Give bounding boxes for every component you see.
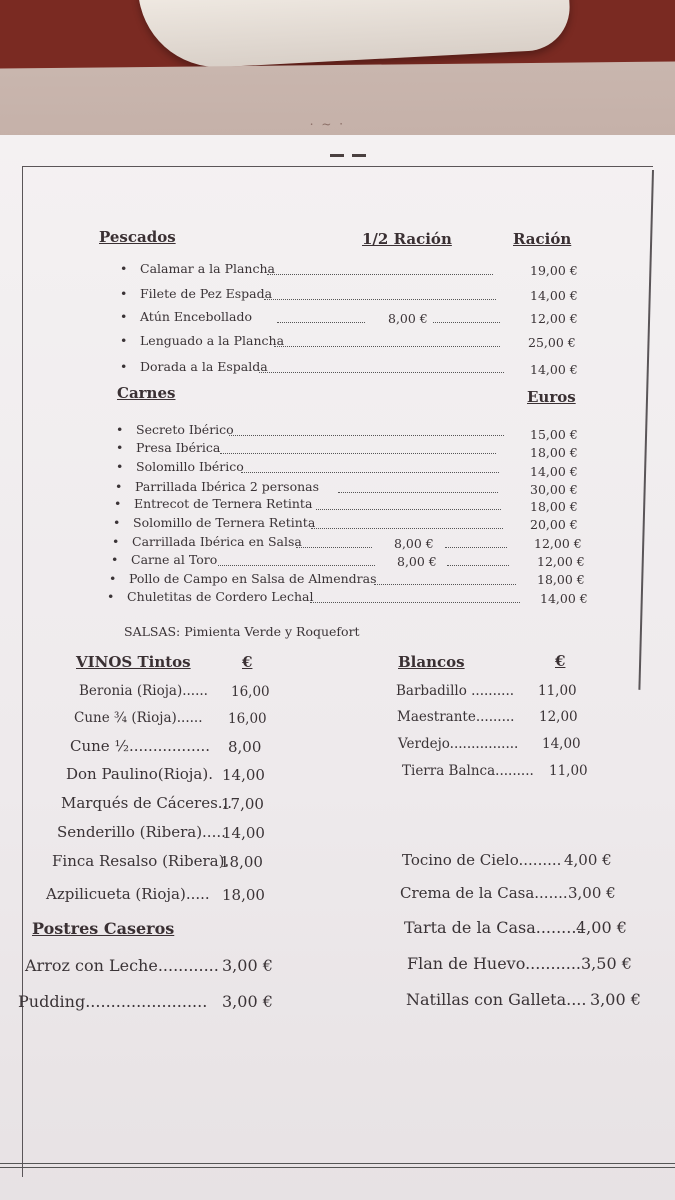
list-item: • Filete de Pez Espada [140, 286, 272, 301]
list-item: • Carrillada Ibérica en Salsa [132, 534, 302, 549]
item-price: 30,00 € [530, 482, 578, 497]
item-price: 14,00 € [530, 362, 578, 377]
list-item: • Parrillada Ibérica 2 personas [135, 479, 319, 494]
item-price: 12,00 € [534, 536, 582, 551]
list-item: • Calamar a la Plancha [140, 261, 275, 276]
leader-dots [316, 509, 501, 510]
wine-price: 14,00 [222, 766, 265, 784]
wine-price: 8,00 [228, 738, 262, 756]
dessert-price: 3,00 € [590, 990, 641, 1009]
item-price: 15,00 € [530, 427, 578, 442]
dessert-item: Pudding........................ [18, 992, 208, 1011]
dessert-item: Flan de Huevo........... [407, 954, 582, 973]
leader-dots [311, 528, 503, 529]
wine-item: Finca Resalso (Ribera). [52, 852, 230, 870]
salsas-note: SALSAS: Pimienta Verde y Roquefort [124, 624, 360, 639]
wine-item: Beronia (Rioja)...... [79, 683, 208, 699]
wine-price: 18,00 [220, 853, 263, 871]
wine-price: 14,00 [222, 824, 265, 842]
wine-item: Cune ¾ (Rioja)...... [74, 710, 203, 726]
list-item: • Dorada a la Espalda [140, 359, 268, 374]
leader-dots [229, 435, 504, 436]
tintos-currency: € [242, 653, 253, 671]
leader-dots [338, 492, 498, 493]
list-item: • Solomillo Ibérico [136, 459, 244, 474]
dessert-price: 3,00 € [222, 992, 273, 1011]
item-price: 18,00 € [530, 499, 578, 514]
wine-price: 11,00 [538, 683, 577, 699]
wine-price: 18,00 [222, 886, 265, 904]
dessert-item: Tocino de Cielo......... [402, 851, 562, 869]
dessert-price: 3,00 € [222, 956, 273, 975]
leader-dots [310, 602, 520, 603]
dessert-price: 3,00 € [568, 884, 616, 902]
leader-dots [218, 565, 375, 566]
wine-price: 16,00 [228, 711, 267, 727]
leader-dots [259, 372, 504, 373]
vinos-tintos-heading: VINOS Tintos [76, 653, 191, 671]
leader-dots [274, 346, 500, 347]
dessert-price: 4,00 € [564, 851, 612, 869]
list-item: • Entrecot de Ternera Retinta [134, 496, 312, 511]
item-half-price: 8,00 € [388, 311, 428, 326]
dessert-price: 4,00 € [576, 918, 627, 937]
wine-price: 17,00 [221, 795, 264, 813]
list-item: • Lenguado a la Plancha [140, 333, 284, 348]
leader-dots [445, 547, 507, 548]
wine-item: Barbadillo .......... [396, 683, 515, 699]
item-price: 20,00 € [530, 517, 578, 532]
list-item: • Chuletitas de Cordero Lechal [127, 589, 313, 604]
wine-price: 16,00 [231, 684, 270, 700]
carnes-heading: Carnes [117, 384, 176, 402]
item-price: 18,00 € [530, 445, 578, 460]
leader-dots [267, 274, 493, 275]
list-item: • Solomillo de Ternera Retinta [133, 515, 315, 530]
pescados-heading: Pescados [99, 228, 176, 246]
leader-dots [447, 565, 509, 566]
dessert-item: Crema de la Casa....... [400, 884, 568, 902]
blancos-currency: € [555, 652, 566, 670]
wine-item: Azpilicueta (Rioja)..... [46, 885, 210, 903]
item-price: 14,00 € [540, 591, 588, 606]
postres-heading: Postres Caseros [32, 919, 175, 938]
wine-item: Cune ½................. [70, 737, 211, 755]
menu-folder: · ~ · [0, 61, 675, 248]
list-item: • Secreto Ibérico [136, 422, 234, 437]
leader-dots [277, 322, 365, 323]
wine-item: Tierra Balnca......... [402, 763, 534, 779]
wine-price: 11,00 [549, 763, 588, 779]
bottom-rule [0, 1163, 675, 1168]
item-half-price: 8,00 € [394, 536, 434, 551]
wine-price: 12,00 [539, 709, 578, 725]
item-price: 12,00 € [537, 554, 585, 569]
item-price: 12,00 € [530, 311, 578, 326]
item-price: 19,00 € [530, 263, 578, 278]
paper-mark [330, 142, 380, 152]
wine-item: Don Paulino(Rioja). [66, 765, 213, 783]
wine-item: Senderillo (Ribera)..... [57, 823, 226, 841]
wine-item: Maestrante......... [397, 709, 515, 725]
half-ration-heading: 1/2 Ración [362, 230, 452, 248]
wine-item: Verdejo................ [398, 736, 519, 752]
list-item: • Carne al Toro [131, 552, 217, 567]
item-price: 25,00 € [528, 335, 576, 350]
napkin [138, 0, 572, 71]
blancos-heading: Blancos [398, 653, 465, 671]
dessert-item: Arroz con Leche............ [25, 956, 219, 975]
ration-heading: Ración [513, 230, 572, 248]
item-half-price: 8,00 € [397, 554, 437, 569]
euros-heading: Euros [527, 388, 576, 406]
leader-dots [296, 547, 372, 548]
leader-dots [264, 299, 496, 300]
list-item: • Pollo de Campo en Salsa de Almendras [129, 571, 377, 586]
item-price: 14,00 € [530, 464, 578, 479]
list-item: • Atún Encebollado [140, 309, 252, 324]
dessert-price: 3,50 € [581, 954, 632, 973]
wine-price: 14,00 [542, 736, 581, 752]
leader-dots [374, 584, 516, 585]
leader-dots [241, 472, 499, 473]
dessert-item: Tarta de la Casa......... [404, 918, 582, 937]
item-price: 14,00 € [530, 288, 578, 303]
leader-dots [220, 453, 496, 454]
wine-item: Marqués de Cáceres... [61, 794, 233, 812]
item-price: 18,00 € [537, 572, 585, 587]
dessert-item: Natillas con Galleta.... [406, 990, 587, 1009]
list-item: • Presa Ibérica [136, 440, 220, 455]
leader-dots [433, 322, 500, 323]
